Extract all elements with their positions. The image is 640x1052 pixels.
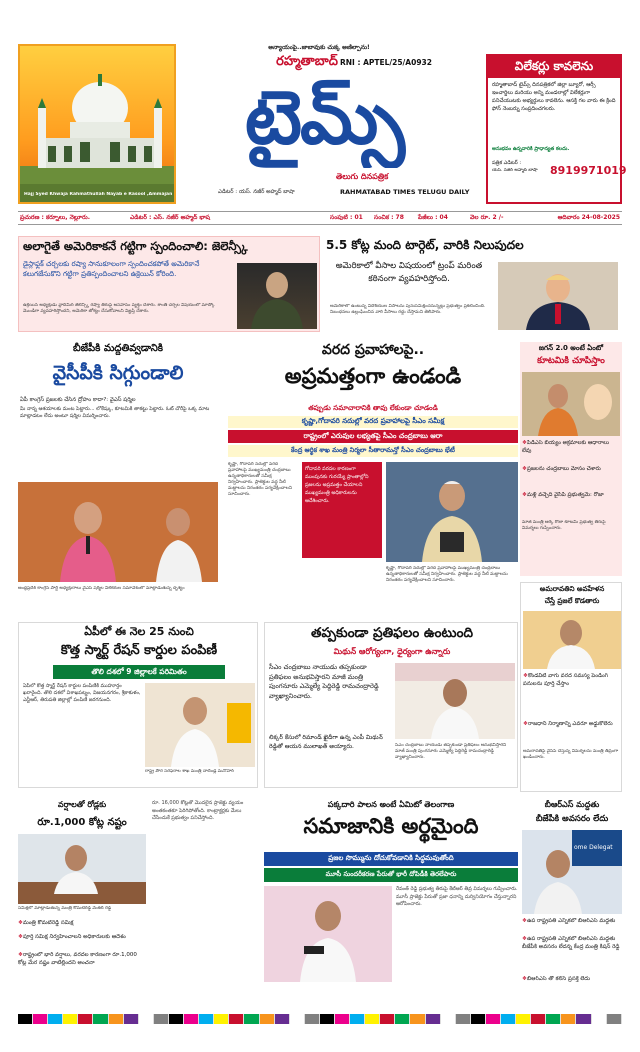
color-swatch xyxy=(546,1014,561,1024)
story-ktr-col-body: రూ. 16,000 కోట్లతో మొదలైన ప్రాజెక్టు వ్యయం అంతకంతకూ పెరిగిపోతోంది. కాంట్రాక్టర్లకు మేలు చేసేందుకే ప్రభుత్వం పనిచేస్తోంది. xyxy=(152,800,244,821)
story-kishan-headline: బీజేపీకి అవసరం లేదు xyxy=(535,814,609,824)
brand-small: రహ్మతాబాద్ xyxy=(276,54,338,69)
bullet-icon: ❖ xyxy=(522,918,527,924)
color-swatch xyxy=(93,1014,108,1024)
peddireddy-figure xyxy=(395,663,515,739)
masthead-editor-line: ఎడిటర్ : యస్. నజీర్ అహ్మద్ బాషా xyxy=(218,189,295,195)
sharmila-photo xyxy=(18,482,218,582)
story-flood-line3: రాష్ట్రంలో ఎరువుల లభ్యతపై సీఎం చంద్రబాబు ఆరా xyxy=(228,430,518,443)
story-kishan-b3-text: బీఆర్ఎస్ తో కలిసే ప్రసక్తే లేదు xyxy=(526,976,591,982)
color-swatch xyxy=(380,1014,395,1024)
color-swatch xyxy=(260,1014,275,1024)
story-amaravati-body: అమరావతిపై వైసీపీ చేస్తున్న విమర్శలను మంత్రి తీవ్రంగా ఖండించారు. xyxy=(523,749,619,760)
color-swatch xyxy=(63,1014,78,1024)
story-amaravati-b1-text: కొండవీటి వాగు వరద సమస్య పెండింగ్ పనులను పూర్తి చేస్తాం xyxy=(523,673,609,687)
color-swatch xyxy=(124,1014,139,1024)
color-swatch xyxy=(486,1014,501,1024)
story-ration xyxy=(18,622,258,788)
story-visa-headline: 5.5 కోట్ల మంది టార్గెట్, వారికి నిలుపుదల xyxy=(326,238,524,252)
color-swatch xyxy=(154,1014,169,1024)
color-swatch xyxy=(441,1014,456,1024)
story-roads-kicker: వర్షాలతో రోడ్లకు xyxy=(57,800,107,809)
color-swatch xyxy=(109,1014,124,1024)
story-visa-lead: అమెరికాలో వీసాల విషయంలో ట్రంప్ మరింత కఠినంగా వ్యవహరిస్తోంది. xyxy=(335,261,483,284)
story-ktr-headline: సమాజానికి అర్థమైంది xyxy=(303,814,479,838)
color-swatch xyxy=(607,1014,622,1024)
bullet-icon: ❖ xyxy=(522,440,527,446)
story-roja-body: మాజీ మంత్రి ఆర్కే రోజా కూటమి ప్రభుత్వ తీరుపై విమర్శలు గుప్పించారు. xyxy=(522,520,606,531)
info-date: ఆదివారం 24-08-2025 xyxy=(557,214,620,221)
story-flood xyxy=(228,342,518,612)
story-flood-kicker: వరద ప్రవాహాలపై.. xyxy=(321,342,425,358)
story-roja-b1 xyxy=(522,440,620,464)
story-flood-line1: తప్పుడు సమాచారానికి తావు లేకుండా చూడండి xyxy=(308,404,438,412)
color-swatch xyxy=(471,1014,486,1024)
color-swatch xyxy=(531,1014,546,1024)
bullet-icon: ❖ xyxy=(522,936,527,942)
info-issue: సంచిక : 78 xyxy=(374,214,404,221)
dargah-caption: Hajj Syed Khwaja Rahmathullah Nayab e Rasool ,Ammajan xyxy=(24,192,173,197)
color-swatch xyxy=(275,1014,290,1024)
story-amaravati-headline: చేస్తే ప్రజలే కొడతారు xyxy=(544,597,600,605)
color-swatch xyxy=(290,1014,305,1024)
kishan-photo xyxy=(522,830,622,914)
english-name: RAHMATABAD TIMES TELUGU DAILY xyxy=(340,188,470,196)
story-ktr xyxy=(152,800,518,1008)
story-sharmila-body: మీ నాన్న ఆశయాలకు మంట పెట్టారు... లోకేష్కు, కూటమికి తాకట్టు పెట్టారు. ఓట్ చోరీపై ఒక్క మాట మాట్లాడటం లేదు అంటూ షర్మిల విమర్శించారు. xyxy=(20,406,210,419)
color-swatch xyxy=(33,1014,48,1024)
story-peddireddy xyxy=(264,622,518,788)
color-swatch xyxy=(350,1014,365,1024)
komatireddy-caption: సమీక్షలో మాట్లాడుతున్న మంత్రి కోమటిరెడ్డి వెంకట్ రెడ్డి xyxy=(18,906,112,911)
color-swatch xyxy=(229,1014,244,1024)
komatireddy-photo xyxy=(18,834,146,904)
color-swatch xyxy=(139,1014,154,1024)
story-amaravati-kicker: అమరావతిని అవహేళన xyxy=(539,585,605,593)
color-swatch xyxy=(305,1014,320,1024)
story-amaravati-b2-text: రాజధాని నిర్మాణాన్ని ఎవరూ అడ్డుకోలేరు xyxy=(527,721,613,727)
bullet-icon: ❖ xyxy=(522,492,527,498)
zelensky-figure xyxy=(237,263,317,329)
minister-figure xyxy=(523,611,621,669)
info-edition: ప్రచురణ : కర్నూలు, నెల్లూరు. xyxy=(20,214,90,221)
roja-figure xyxy=(522,372,620,436)
story-flood-line4: కేంద్ర ఆర్థిక శాఖ మంత్రి నిర్మలా సీతారామన్తో సీఎం చంద్రబాబు భేటీ xyxy=(228,445,518,457)
story-zelensky-headline: అలాగైతే అమెరికాకనే గట్టిగా స్పందించాలి: జెలెన్స్కీ xyxy=(23,239,248,253)
bullet-icon: ❖ xyxy=(523,673,528,679)
sharmila-caption: ఆంధ్రప్రదేశ్ కాంగ్రెస్ పార్టీ అధ్యక్షురాలు వైఎస్ షర్మిల విలేకరుల సమావేశంలో మాట్లాడుతున్న దృశ్యం xyxy=(18,586,185,591)
story-ktr-line2: మూసీ సుందరీకరణ పేరుతో భారీ దోపిడీకి తెరలేపారు xyxy=(264,868,518,882)
story-sharmila-headline: వైసీపీకి సిగ్గుండాలి xyxy=(52,362,184,384)
story-ktr-kicker: పక్కదారి పాలన అంటే ఏమిటో తెలంగాణ xyxy=(327,800,455,809)
dargah-illustration xyxy=(20,46,176,204)
story-roads-b1 xyxy=(18,920,146,934)
story-roads-b2 xyxy=(18,934,146,950)
brand-title: టైమ్స్ xyxy=(244,75,404,161)
color-swatch xyxy=(501,1014,516,1024)
story-amaravati-b1 xyxy=(523,673,621,719)
story-roja-headline: కూటమికి చూపిస్తాం xyxy=(537,356,605,366)
color-swatch xyxy=(199,1014,214,1024)
color-registration-strip xyxy=(18,1014,622,1024)
story-roja-kicker: జగన్ 2.0 అంటే ఏంటో xyxy=(538,344,604,352)
story-roads-b3 xyxy=(18,952,146,1002)
sharmila-figure xyxy=(18,482,218,582)
ad-text-2: అనుభవం ఉన్నవారికి ప్రాధాన్యత కలదు. xyxy=(492,146,570,152)
story-sharmila-lead: ఏపీ కాంగ్రెస్ ప్రజలకు చేసిన ద్రోహం కాదా?: వైఎస్ షర్మిల xyxy=(20,397,136,403)
story-kishan-b1-text: ఉప రాష్ట్రపతి ఎన్నికలో బీఆర్ఎస్ మద్దతు xyxy=(526,918,616,924)
story-ration-body: ఏపీలో కొత్త స్మార్ట్ రేషన్ కార్డుల పంపిణీకి ముహూర్తం ఖరారైంది. తొలి దశలో విశాఖపట్నం, విజయనగరం, శ్రీకాకుళం, ఎన్టీఆర్, తిరుపతి జిల్లాల్లో పంపిణీ జరగనుంది. xyxy=(23,683,141,703)
story-roads xyxy=(18,800,146,1008)
color-swatch xyxy=(365,1014,380,1024)
color-swatch xyxy=(410,1014,425,1024)
story-roads-b3-text: రాష్ట్రంలో భారీ వర్షాలు, వరదల కారణంగా రూ.1,000 కోట్ల మేర నష్టం వాటిల్లిందని అంచనా xyxy=(18,952,137,966)
bullet-icon: ❖ xyxy=(522,466,527,472)
story-zelensky xyxy=(18,236,320,332)
recruitment-ad xyxy=(486,54,627,204)
story-peddireddy-body-2: సీఎం చంద్రబాబు నాయుడు తప్పకుండా ప్రతిఫలం అనుభవిస్తారని మాజీ మంత్రి పుంగనూరు ఎమ్మెల్యే పెద్దిరెడ్డి రామచంద్రారెడ్డి వ్యాఖ్యానించారు. xyxy=(395,743,507,760)
bullet-icon: ❖ xyxy=(18,952,23,958)
story-flood-body: కృష్ణా, గోదావరి నదుల్లో వరద ప్రవాహాలపై ముఖ్యమంత్రి చంద్రబాబు ఉన్నతాధికారులతో సమీక్ష నిర్వహించారు. ప్రాజెక్టుల వద్ద నీటి మట్టాలను నిరంతరం పర్యవేక్షించాలని సూచించారు. xyxy=(228,462,293,497)
color-swatch xyxy=(335,1014,350,1024)
top-tagline: అన్యాయంపై..జాబావుకు చుక్క అణిల్పాను! xyxy=(268,44,370,51)
color-swatch xyxy=(516,1014,531,1024)
bullet-icon: ❖ xyxy=(18,920,23,926)
story-kishan-b2-text: ఉప రాష్ట్రపతి ఎన్నికలో బీఆర్ఎస్ మద్దతు బీజేపీకి అవసరం లేదన్న కేంద్ర మంత్రి కిషన్ రెడ్డి xyxy=(522,936,620,950)
story-flood-body-2: కృష్ణా, గోదావరి నదుల్లో వరద ప్రవాహాలపై ముఖ్యమంత్రి చంద్రబాబు ఉన్నతాధికారులతో సమీక్ష నిర్వహించారు. ప్రాజెక్టుల వద్ద నీటి మట్టాలను నిరంతరం పర్యవేక్షించాలని సూచించారు. xyxy=(386,566,508,583)
info-volume: సంపుటి : 01 xyxy=(330,214,363,221)
color-swatch xyxy=(456,1014,471,1024)
nadendla-caption: రాష్ట్ర పౌర సరఫరాల శాఖ మంత్రి నాదెండ్ల మనోహర్ xyxy=(145,769,234,774)
info-bar xyxy=(18,211,622,225)
color-swatch xyxy=(320,1014,335,1024)
masthead xyxy=(18,44,627,204)
story-roads-headline: రూ.1,000 కోట్ల నష్టం xyxy=(37,817,127,828)
story-visa-body: అమెరికాలో ఉంటున్న విదేశీయుల వీసాలను పునఃసమీక్షించనున్నట్లు ప్రభుత్వం ప్రకటించింది. నిబంధనలు ఉల్లంఘించిన వారి వీసాలు రద్దు చేస్తామని తెలిపారు. xyxy=(330,304,486,315)
color-swatch xyxy=(576,1014,591,1024)
ad-title: విలేకర్లు కావలెను xyxy=(488,56,620,78)
color-swatch xyxy=(184,1014,199,1024)
info-pages: పేజీలు : 04 xyxy=(418,214,448,221)
chandrababu-photo xyxy=(386,462,518,562)
color-swatch xyxy=(561,1014,576,1024)
story-roja-b3 xyxy=(522,492,620,516)
bullet-icon: ❖ xyxy=(523,721,528,727)
ad-editor-label: పత్రిక ఎడిటర్ : xyxy=(492,160,522,166)
story-peddireddy-sub: మిథున్ ఆరోగ్యంగా, ధైర్యంగా ఉన్నారు xyxy=(333,647,451,656)
trump-photo xyxy=(498,262,618,330)
story-zelensky-body: ఉక్రెయిన్ అధ్యక్షుడు వ్లాదిమిర్ జెలెన్స్కీ రష్యా తీరుపై అసహనం వ్యక్తం చేశారు. శాంతి చర్చల విషయంలో మాస్కో మొండిగా వ్యవహరిస్తోందని, అమెరికా జోక్యం చేసుకోవాలని విజ్ఞప్తి చేశారు. xyxy=(23,303,215,314)
peddireddy-photo xyxy=(395,663,515,739)
story-ration-headline: కొత్త స్మార్ట్ రేషన్ కార్డుల పంపిణీ xyxy=(60,643,218,658)
info-price: వెల రూ. 2 /- xyxy=(470,214,504,221)
color-swatch xyxy=(592,1014,607,1024)
bullet-icon: ❖ xyxy=(522,976,527,982)
story-ktr-line1: ప్రజల సొమ్మును దోచుకోవడానికి సిద్ధమవుతోంది xyxy=(264,852,518,866)
ad-editor-name: యస్. నజీర్ అహ్మద్ బాషా xyxy=(492,168,538,173)
trump-figure xyxy=(498,262,618,330)
story-peddireddy-body2: లిక్కర్ కేసులో రిమాండ్ ఖైదీగా ఉన్న ఎంపీ మిథున్ రెడ్డితో ఆయన ములాఖత్ అయ్యారు. xyxy=(269,734,383,750)
story-roja-b1-text: పీడీఎస్ బియ్యం అక్రమాలకు ఆధారాలు లేవు xyxy=(522,440,609,454)
color-swatch xyxy=(18,1014,33,1024)
story-kishan-b3 xyxy=(522,976,622,1000)
story-flood-headline: అప్రమత్తంగా ఉండండి xyxy=(284,364,462,388)
color-swatch xyxy=(78,1014,93,1024)
story-ration-kicker: ఏపీలో ఈ నెల 25 నుంచి xyxy=(84,625,194,638)
story-roja-b2-text: ప్రజలను చంద్రబాబు మోసం చేశారు xyxy=(526,466,601,472)
story-roja xyxy=(520,342,622,576)
rni-number: RNI : APTEL/25/A0932 xyxy=(340,58,432,67)
color-swatch xyxy=(395,1014,410,1024)
zelensky-photo xyxy=(237,263,317,329)
story-peddireddy-body: సీఎం చంద్రబాబు నాయుడు తప్పకుండా ప్రతిఫలం అనుభవిస్తారని మాజీ మంత్రి పుంగనూరు ఎమ్మెల్యే పెద్దిరెడ్డి రామచంద్రారెడ్డి వ్యాఖ్యానించారు. xyxy=(269,663,379,700)
ad-phone: 8919971019 xyxy=(550,164,627,177)
story-kishan-b2 xyxy=(522,936,622,974)
story-sharmila-kicker: బీజేపీకి మద్దతివ్వడానికి xyxy=(72,343,163,354)
story-kishan-kicker: బీఆర్ఎస్ మద్దతు xyxy=(544,800,600,809)
story-amaravati-b2 xyxy=(523,721,621,745)
kishan-figure xyxy=(522,830,622,914)
roja-photo xyxy=(522,372,620,436)
story-sharmila xyxy=(18,342,218,612)
dargah-image xyxy=(18,44,176,204)
story-flood-line2: కృష్ణా,గోదావరి నదుల్లో వరద ప్రవాహాలపై సీఎం సమీక్ష xyxy=(228,416,518,428)
story-roads-b2-text: పూర్తి సమీక్ష నిర్వహించాలని అధికారులకు ఆదేశం xyxy=(22,934,126,940)
info-editor: ఎడిటర్ : ఎస్. నజీర్ అహ్మద్ భాష xyxy=(130,214,210,221)
nadendla-figure xyxy=(145,683,255,767)
chandrababu-figure xyxy=(386,462,518,562)
komatireddy-figure xyxy=(18,834,146,904)
color-swatch xyxy=(169,1014,184,1024)
story-visa xyxy=(322,236,622,332)
story-roja-b2 xyxy=(522,466,620,490)
bullet-icon: ❖ xyxy=(18,934,23,940)
story-amaravati xyxy=(520,582,622,792)
story-kishan xyxy=(522,800,622,1008)
color-swatch xyxy=(214,1014,229,1024)
story-flood-quote: గోదావరి వరదల కారణంగా ముంపునకు గురయ్యే ప్రాంతాల్లోని ప్రజలను అప్రమత్తం చేయాలని ముఖ్యమంత్రి అధికారులను ఆదేశించారు. xyxy=(302,462,382,558)
story-zelensky-lead: డైస్లాఫ్లక్ చర్చలకు రష్యా సానుకూలంగా స్పందించకపోతే అమెరికానే కలుగజేసుకొని గట్టిగా ప్రతిస్పందించాలని ఉక్రెయిన్ కోరింది. xyxy=(23,260,200,278)
color-swatch xyxy=(426,1014,441,1024)
kishan-backdrop-text: ome Delegat xyxy=(574,844,613,851)
ktr-figure xyxy=(264,886,392,982)
brand-subtitle: తెలుగు దినపత్రిక xyxy=(336,172,389,181)
ad-text: రహ్మతాబాద్ టైమ్స్ దినపత్రికలో జిల్లా బ్యూరో, ఆర్సీ ఇంచార్జిలు మరియు అన్ని మండలాల్లో విలేకర్లుగా పనిచేయుటకు అభ్యర్థులు కావలెను. ఆసక్తి గల వారు ఈ క్రింది ఫోన్ నెంబర్ను సంప్రదించగలరు. xyxy=(492,82,616,112)
nadendla-photo xyxy=(145,683,255,767)
story-roja-b3-text: మళ్లీ వచ్చేది వైసీపీ ప్రభుత్వమే: రోజా xyxy=(526,492,604,498)
color-swatch xyxy=(244,1014,259,1024)
story-ktr-body: రేవంత్ రెడ్డి ప్రభుత్వ తీరుపై కేటీఆర్ తీవ్ర విమర్శలు గుప్పించారు. మూసీ ప్రాజెక్టు పేరుతో ప్రజా ధనాన్ని దుర్వినియోగం చేస్తున్నారని ఆరోపించారు. xyxy=(396,886,518,907)
color-swatch xyxy=(48,1014,63,1024)
story-ration-sub: తొలి దశలో 9 జిల్లాలకే పరిమితం xyxy=(53,665,225,679)
story-peddireddy-headline: తప్పకుండా ప్రతిఫలం ఉంటుంది xyxy=(311,625,473,641)
story-kishan-b1 xyxy=(522,918,622,934)
ktr-photo xyxy=(264,886,392,982)
story-roads-b1-text: మంత్రి కోమటిరెడ్డి సమీక్ష xyxy=(22,920,74,926)
minister-photo xyxy=(523,611,621,669)
